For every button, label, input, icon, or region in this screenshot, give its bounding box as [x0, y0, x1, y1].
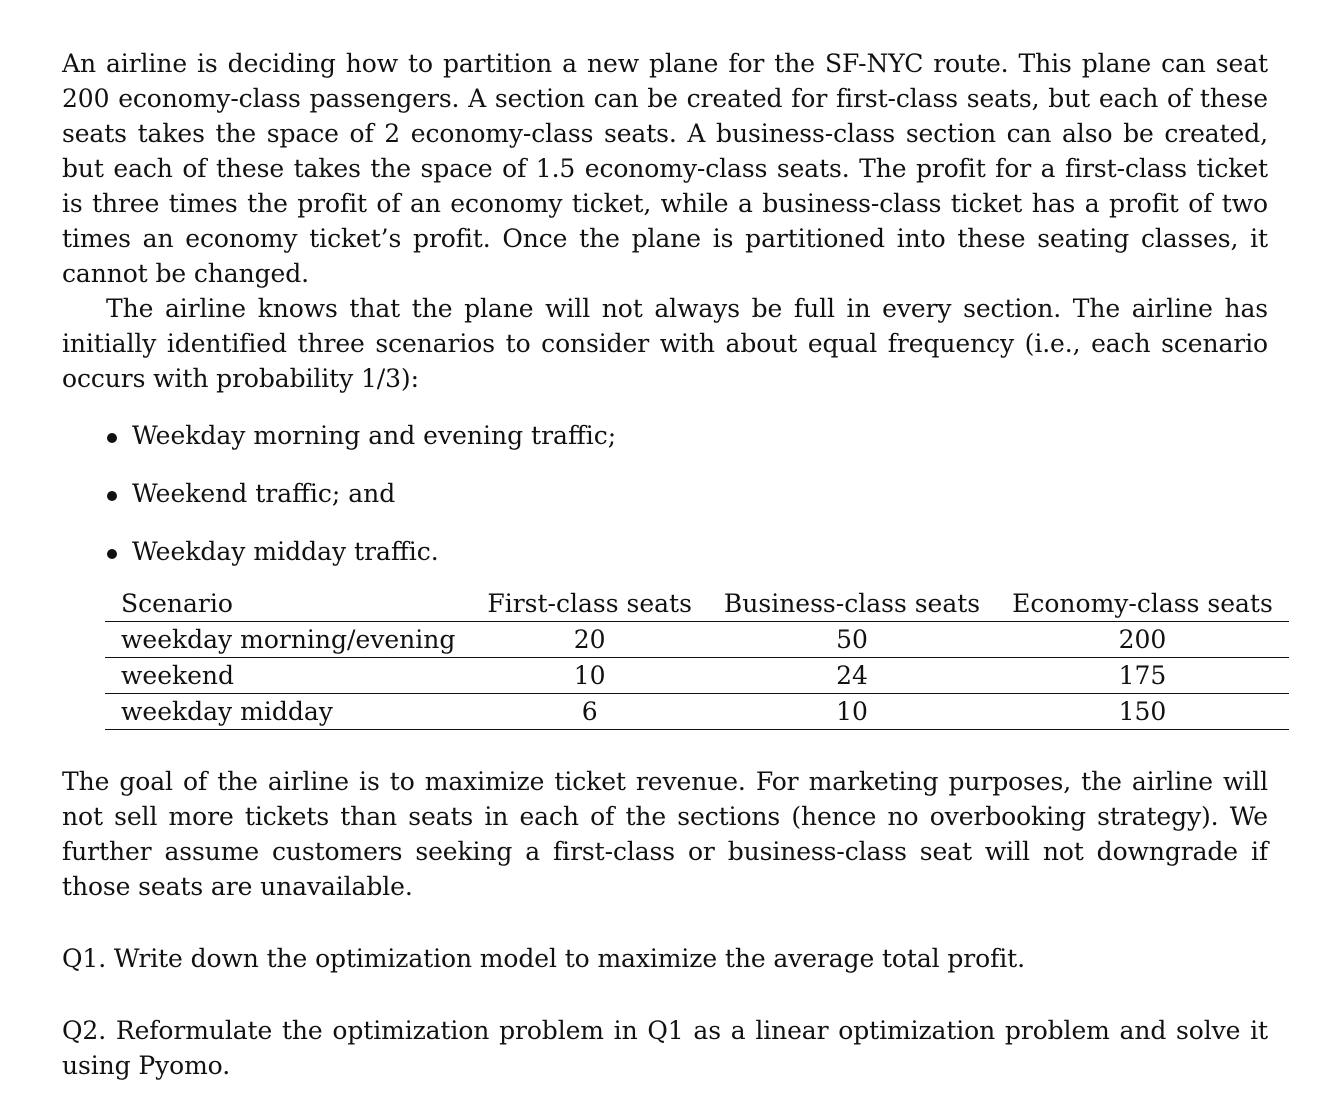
list-item: Weekday morning and evening traffic;	[62, 418, 1268, 453]
column-header-economy-class: Economy-class seats	[1012, 589, 1273, 618]
question-2: Q2. Reformulate the optimization problem in Q1 as a linear optimization problem and solve it using Pyomo.	[62, 1016, 1268, 1080]
table-header-row	[105, 586, 1289, 622]
list-item: Weekday midday traffic.	[62, 534, 1268, 569]
document-page	[62, 46, 1273, 1083]
list-item: Weekend traffic; and	[62, 476, 1268, 511]
table-cell: 200	[1118, 625, 1167, 654]
table-cell: 50	[836, 625, 868, 654]
column-header-business-class: Business-class seats	[723, 589, 981, 618]
column-header-scenario: Scenario	[121, 589, 233, 618]
table-cell: 24	[836, 661, 868, 690]
table-cell: 6	[581, 697, 598, 726]
scenario-list	[62, 418, 1268, 569]
table-row	[105, 658, 1289, 694]
intro-paragraph: An airline is deciding how to partition a new plane for the SF-NYC route. This plane can seat 200 economy-class passengers. A section can be created for first-class seats, but each of these seats takes the space of 2 economy-class seats. A business-class section can also be created, but each of these takes the space of 1.5 economy-class seats. The profit for a first-class ticket is three times the profit of an economy ticket, while a business-class ticket has a profit of two times an economy ticket’s profit. Once the plane is partitioned into these seating classes, it cannot be changed.	[62, 49, 1268, 288]
table-cell: weekday morning/evening	[121, 625, 456, 654]
table-cell: weekday midday	[121, 697, 333, 726]
scenario-table	[105, 586, 1289, 730]
goal-paragraph: The goal of the airline is to maximize ticket revenue. For marketing purposes, the airline will not sell more tickets than seats in each of the sections (hence no overbooking strategy). We further assume customers seeking a first-class or business-class seat will not downgrade if those seats are unavailable.	[62, 767, 1268, 901]
table-row	[105, 694, 1289, 730]
table-cell: 10	[836, 697, 868, 726]
scenarios-paragraph: The airline knows that the plane will not always be full in every section. The airline has initially identified three scenarios to consider with about equal frequency (i.e., each scenario occurs with probability 1/3):	[62, 294, 1268, 393]
table-cell: 175	[1118, 661, 1167, 690]
table-row	[105, 622, 1289, 658]
table-cell: 10	[573, 661, 606, 690]
table-cell: 150	[1118, 697, 1167, 726]
question-1: Q1. Write down the optimization model to maximize the average total profit.	[62, 944, 1025, 973]
table-cell: 20	[573, 625, 606, 654]
table-cell: weekend	[121, 661, 235, 690]
column-header-first-class: First-class seats	[487, 589, 692, 618]
